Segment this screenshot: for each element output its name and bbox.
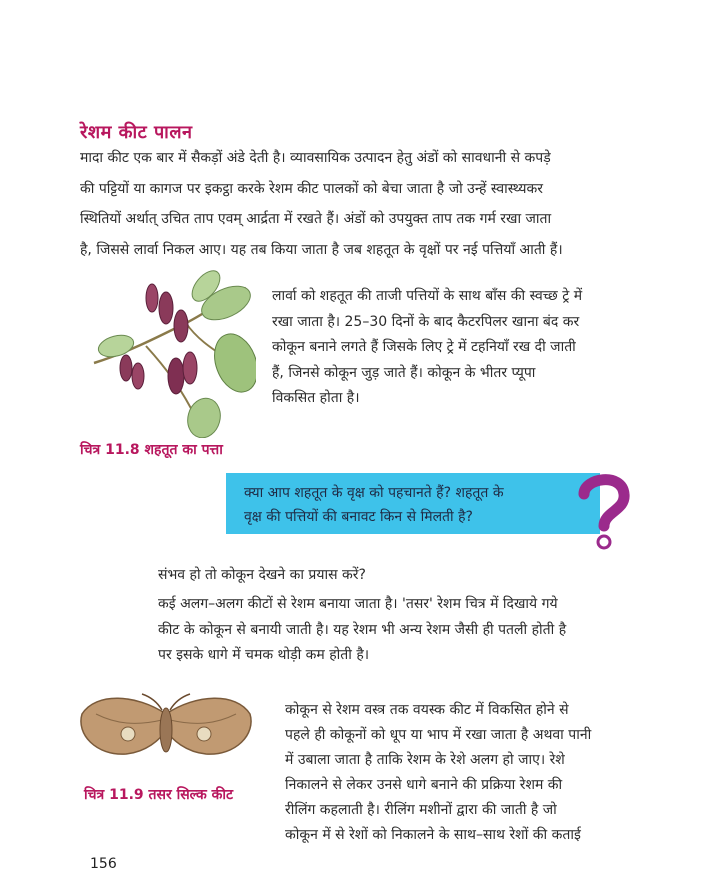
paragraph-line: कई अलग–अलग कीटों से रेशम बनाया जाता है। 'तसर' रेशम चित्र में दिखाये गये [158,596,558,612]
paragraph-reeling [285,698,645,848]
figure-caption-tasar: चित्र 11.9 तसर सिल्क कीट [84,787,234,803]
paragraph-line: है, जिससे लार्वा निकल आए। यह तब किया जाता है जब शहतूत के वृक्षों पर नई पत्तियाँ आती हैं। [80,241,563,258]
paragraph-eggs [80,143,640,265]
question-mark-icon [570,468,636,552]
paragraph-try-cocoon: संभव हो तो कोकून देखने का प्रयास करें? [158,567,366,583]
paragraph-line: रीलिंग कहलाती है। रीलिंग मशीनों द्वारा की जाती है जो [285,802,557,818]
paragraph-larvae [272,284,642,412]
paragraph-line: कीट के कोकून से बनायी जाती है। यह रेशम भी अन्य रेशम जैसी ही पतली होती है [158,621,567,638]
section-heading: रेशम कीट पालन [80,122,193,143]
page-number: 156 [90,856,117,872]
paragraph-line: रखा जाता है। 25–30 दिनों के बाद कैटरपिलर खाना बंद कर [272,313,580,330]
mulberry-branch-illustration [86,268,256,438]
paragraph-line: स्थितियों अर्थात् उचित ताप एवम् आर्द्रता में रखते हैं। अंडों को उपयुक्त ताप तक गर्म रखा जाता [80,211,552,227]
paragraph-line: की पट्टियों या कागज पर इकट्ठा करके रेशम कीट पालकों को बेचा जाता है जो उन्हें स्वास्थ्यकर [80,180,543,197]
paragraph-line: हैं, जिनसे कोकून जुड़ जाते हैं। कोकून के भीतर प्यूपा [272,364,536,381]
paragraph-line: पर इसके धागे में चमक थोड़ी कम होती है। [158,647,370,663]
paragraph-line: में उबाला जाता है ताकि रेशम के रेशे अलग हो जाए। रेशे [285,752,565,768]
paragraph-line: कोकून से रेशम वस्त्र तक वयस्क कीट में विकसित होने से [285,702,569,718]
tasar-moth-illustration [76,684,256,776]
paragraph-line: मादा कीट एक बार में सैकड़ों अंडे देती है। व्यावसायिक उत्पादन हेतु अंडों को सावधानी से कपड़े [80,150,551,166]
paragraph-line: पहले ही कोकूनों को धूप या भाप में रखा जाता है अथवा पानी [285,727,592,743]
paragraph-line: लार्वा को शहतूत की ताजी पत्तियों के साथ बाँस की स्वच्छ ट्रे में [272,288,583,304]
paragraph-tasar [158,592,638,669]
question-line: क्या आप शहतूत के वृक्ष को पहचानते हैं? शहतूत के [244,485,504,501]
question-text [244,481,504,529]
question-box [226,473,600,534]
paragraph-line: निकालने से लेकर उनसे धागे बनाने की प्रक्रिया रेशम की [285,777,563,793]
paragraph-line: कोकून बनाने लगते हैं जिसके लिए ट्रे में टहनियाँ रख दी जाती [272,339,576,355]
paragraph-line: कोकून में से रेशों को निकालने के साथ–साथ रेशों की कताई [285,827,581,843]
question-line: वृक्ष की पत्तियों की बनावट किन से मिलती है? [244,509,473,525]
figure-caption-mulberry: चित्र 11.8 शहतूत का पत्ता [80,442,223,458]
paragraph-line: विकसित होता है। [272,390,360,406]
